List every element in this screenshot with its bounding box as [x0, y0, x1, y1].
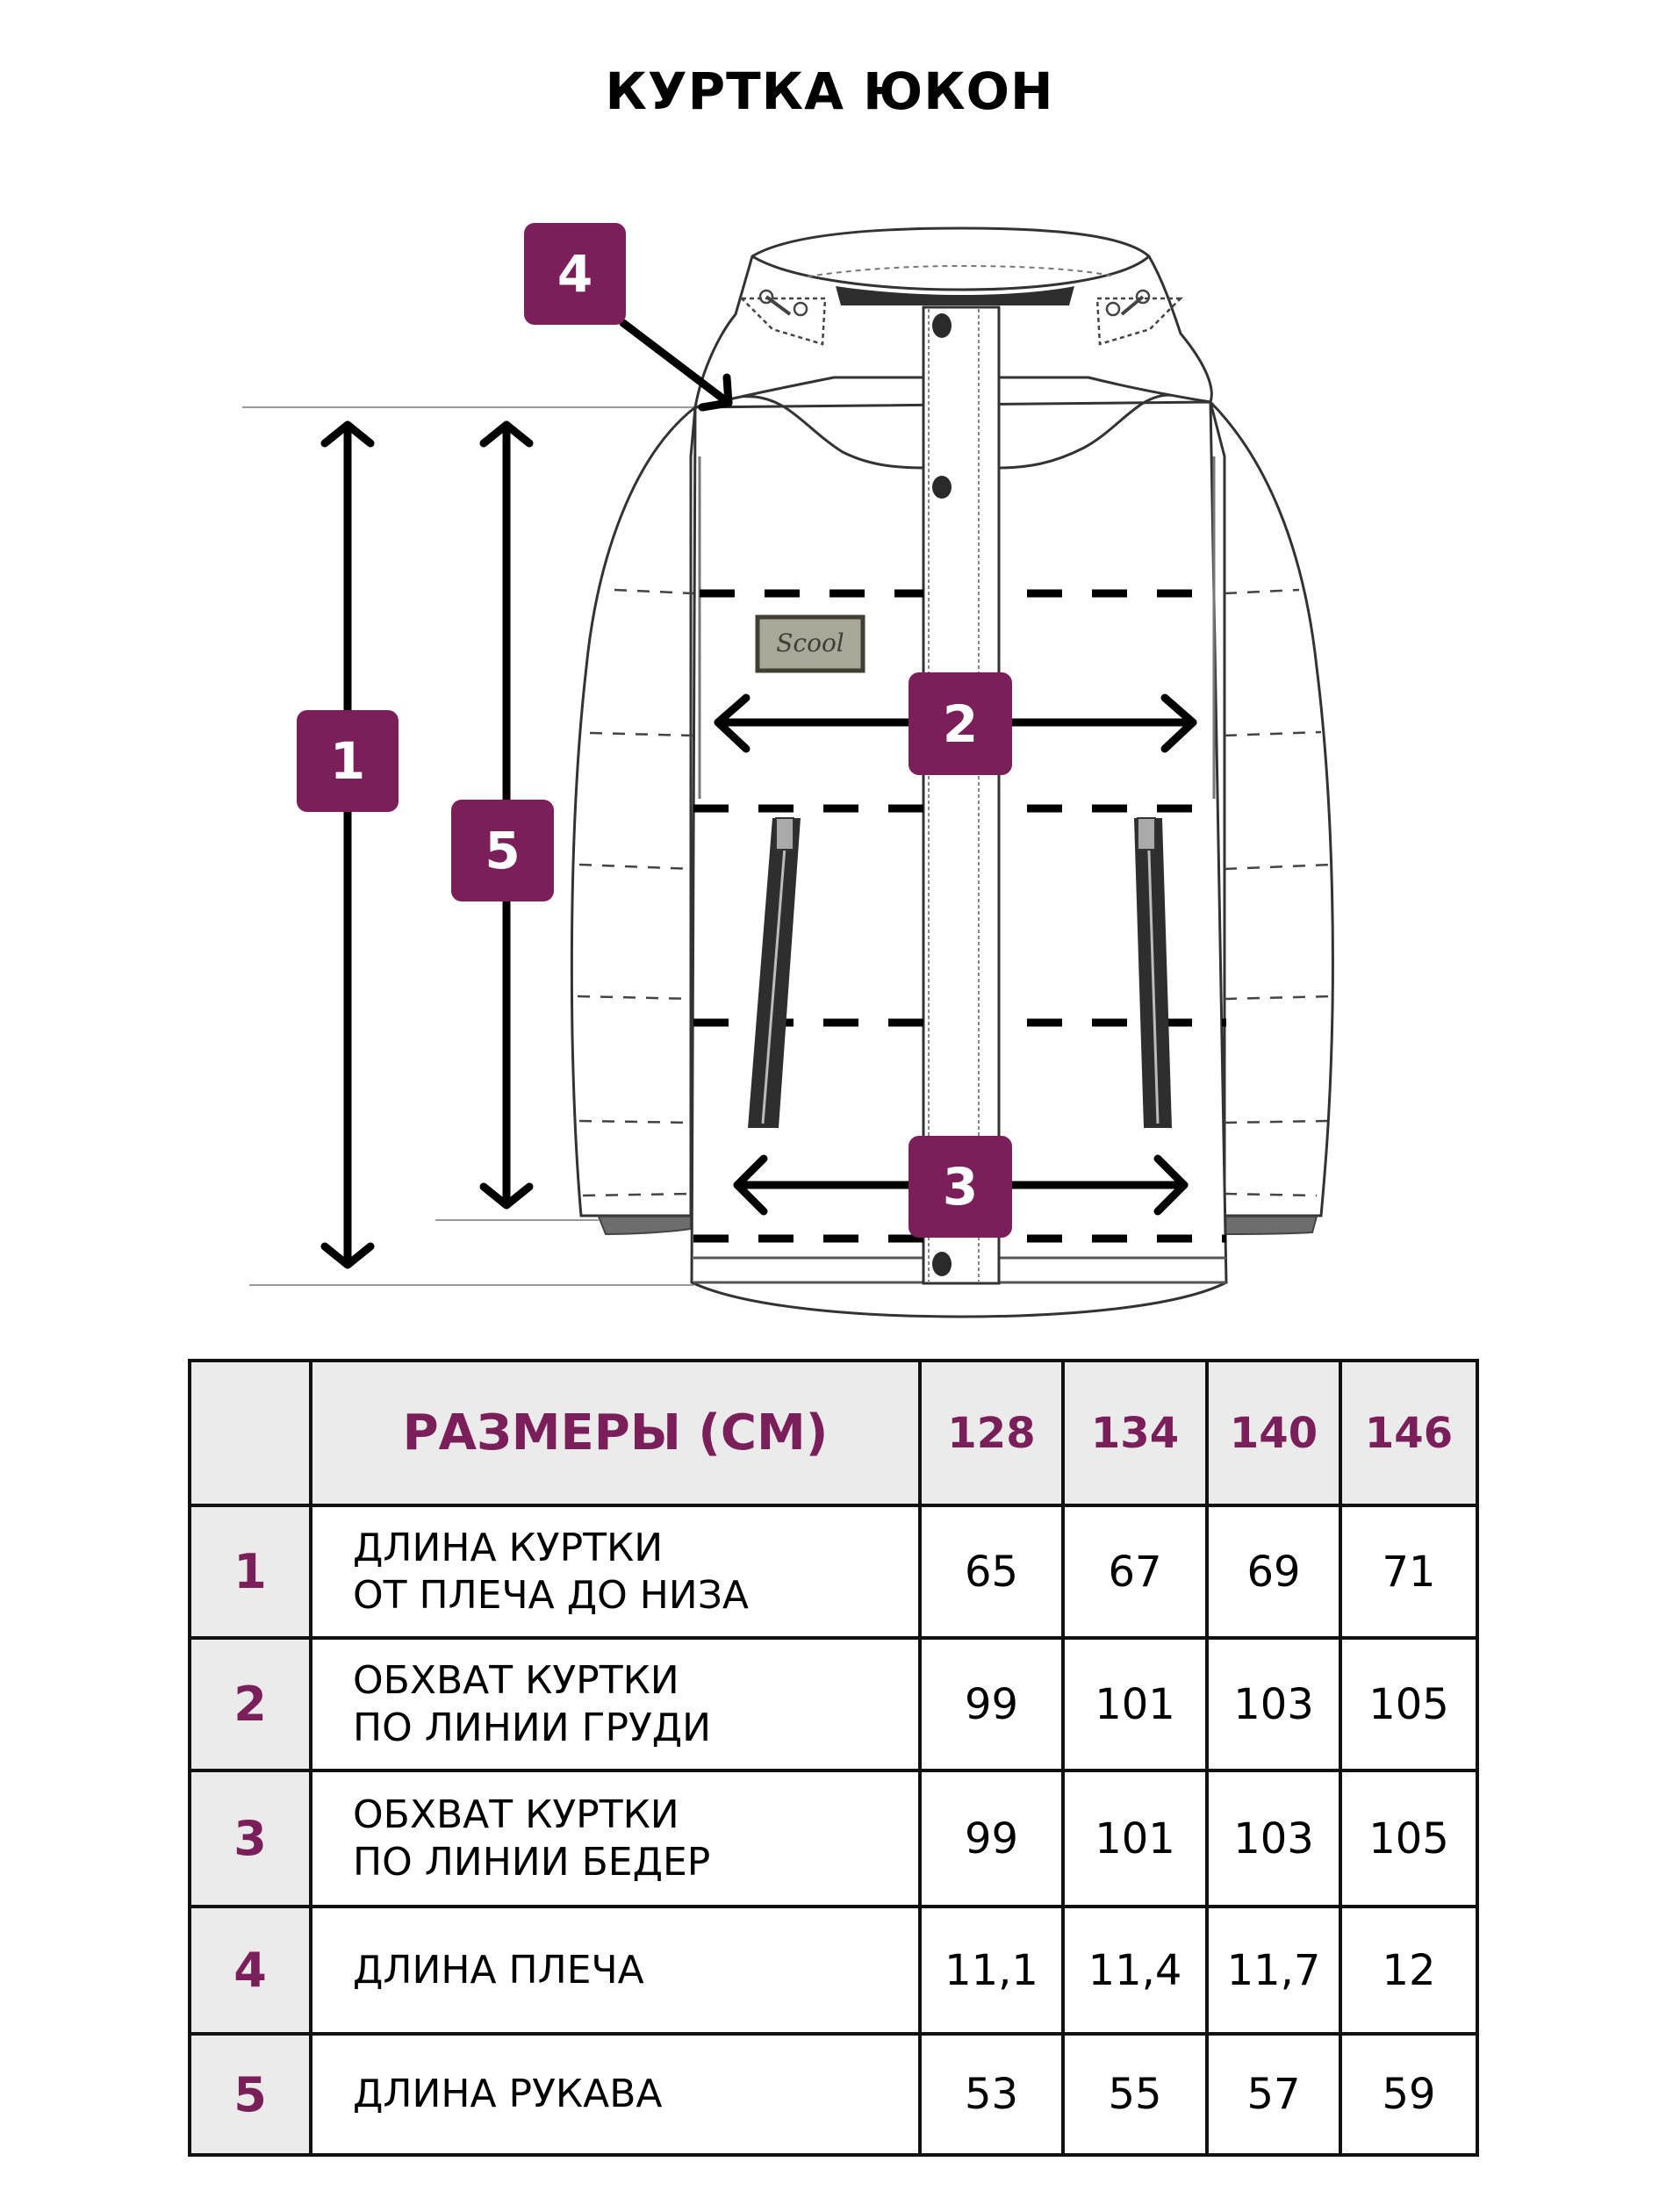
header-size-134: 134 — [1063, 1361, 1207, 1505]
right-sleeve — [1210, 402, 1332, 1216]
table-row — [190, 1907, 1477, 2034]
badge-3-label: 3 — [942, 1157, 979, 1217]
row-label-line1: ДЛИНА КУРТКИ — [353, 1525, 664, 1570]
table-row — [190, 1770, 1477, 1907]
row-label-line2: ПО ЛИНИИ БЕДЕР — [353, 1839, 711, 1885]
row-number: 3 — [190, 1770, 311, 1907]
value-cell: 105 — [1340, 1770, 1477, 1907]
row-label-line2: ОТ ПЛЕЧА ДО НИЗА — [353, 1572, 750, 1618]
badge-4-label: 4 — [557, 244, 593, 304]
badge-5-label: 5 — [485, 821, 521, 880]
badge-2 — [908, 672, 1012, 775]
value-cell: 11,4 — [1063, 1907, 1207, 2034]
header-blank-cell — [190, 1361, 311, 1505]
page-title: КУРТКА ЮКОН — [605, 61, 1054, 121]
table-header-row — [190, 1361, 1477, 1505]
size-table — [188, 1359, 1479, 2157]
value-cell: 101 — [1063, 1770, 1207, 1907]
value-cell: 99 — [920, 1770, 1063, 1907]
table-row — [190, 1505, 1477, 1638]
value-cell: 99 — [920, 1638, 1063, 1770]
row-label-line2: ПО ЛИНИИ ГРУДИ — [353, 1705, 712, 1750]
row-label — [311, 1505, 920, 1638]
row-label-line1: ОБХВАТ КУРТКИ — [353, 1657, 679, 1703]
value-cell: 103 — [1207, 1770, 1340, 1907]
badge-2-label: 2 — [942, 693, 979, 754]
row-label-line1: ДЛИНА РУКАВА — [353, 2072, 663, 2116]
value-cell: 67 — [1063, 1505, 1207, 1638]
logo-patch — [758, 617, 863, 671]
badge-3 — [908, 1136, 1012, 1238]
table-row — [190, 2034, 1477, 2155]
badge-5 — [451, 800, 554, 901]
value-cell: 11,1 — [920, 1907, 1063, 2034]
row-label-line1: ОБХВАТ КУРТКИ — [353, 1792, 679, 1837]
value-cell: 59 — [1340, 2034, 1477, 2155]
header-size-128: 128 — [920, 1361, 1063, 1505]
row-number: 2 — [190, 1638, 311, 1770]
value-cell: 69 — [1207, 1505, 1340, 1638]
row-number: 1 — [190, 1505, 311, 1638]
svg-text:Scool: Scool — [776, 628, 844, 657]
row-label — [311, 1638, 920, 1770]
header-sizes-label: РАЗМЕРЫ (СМ) — [311, 1361, 920, 1505]
value-cell: 105 — [1340, 1638, 1477, 1770]
header-size-146: 146 — [1340, 1361, 1477, 1505]
row-number: 4 — [190, 1907, 311, 2034]
value-cell: 71 — [1340, 1505, 1477, 1638]
badge-1-label: 1 — [329, 731, 366, 791]
value-cell: 101 — [1063, 1638, 1207, 1770]
row-number: 5 — [190, 2034, 311, 2155]
value-cell: 53 — [920, 2034, 1063, 2155]
row-label — [311, 1907, 920, 2034]
value-cell: 12 — [1340, 1907, 1477, 2034]
value-cell: 65 — [920, 1505, 1063, 1638]
value-cell: 11,7 — [1207, 1907, 1340, 2034]
badge-1 — [297, 710, 399, 812]
row-label — [311, 2034, 920, 2155]
row-label — [311, 1770, 920, 1907]
value-cell: 55 — [1063, 2034, 1207, 2155]
left-sleeve — [571, 407, 695, 1216]
header-size-140: 140 — [1207, 1361, 1340, 1505]
value-cell: 57 — [1207, 2034, 1340, 2155]
table-row — [190, 1638, 1477, 1770]
badge-4 — [524, 223, 626, 325]
value-cell: 103 — [1207, 1638, 1340, 1770]
row-label-line1: ДЛИНА ПЛЕЧА — [353, 1947, 644, 1993]
